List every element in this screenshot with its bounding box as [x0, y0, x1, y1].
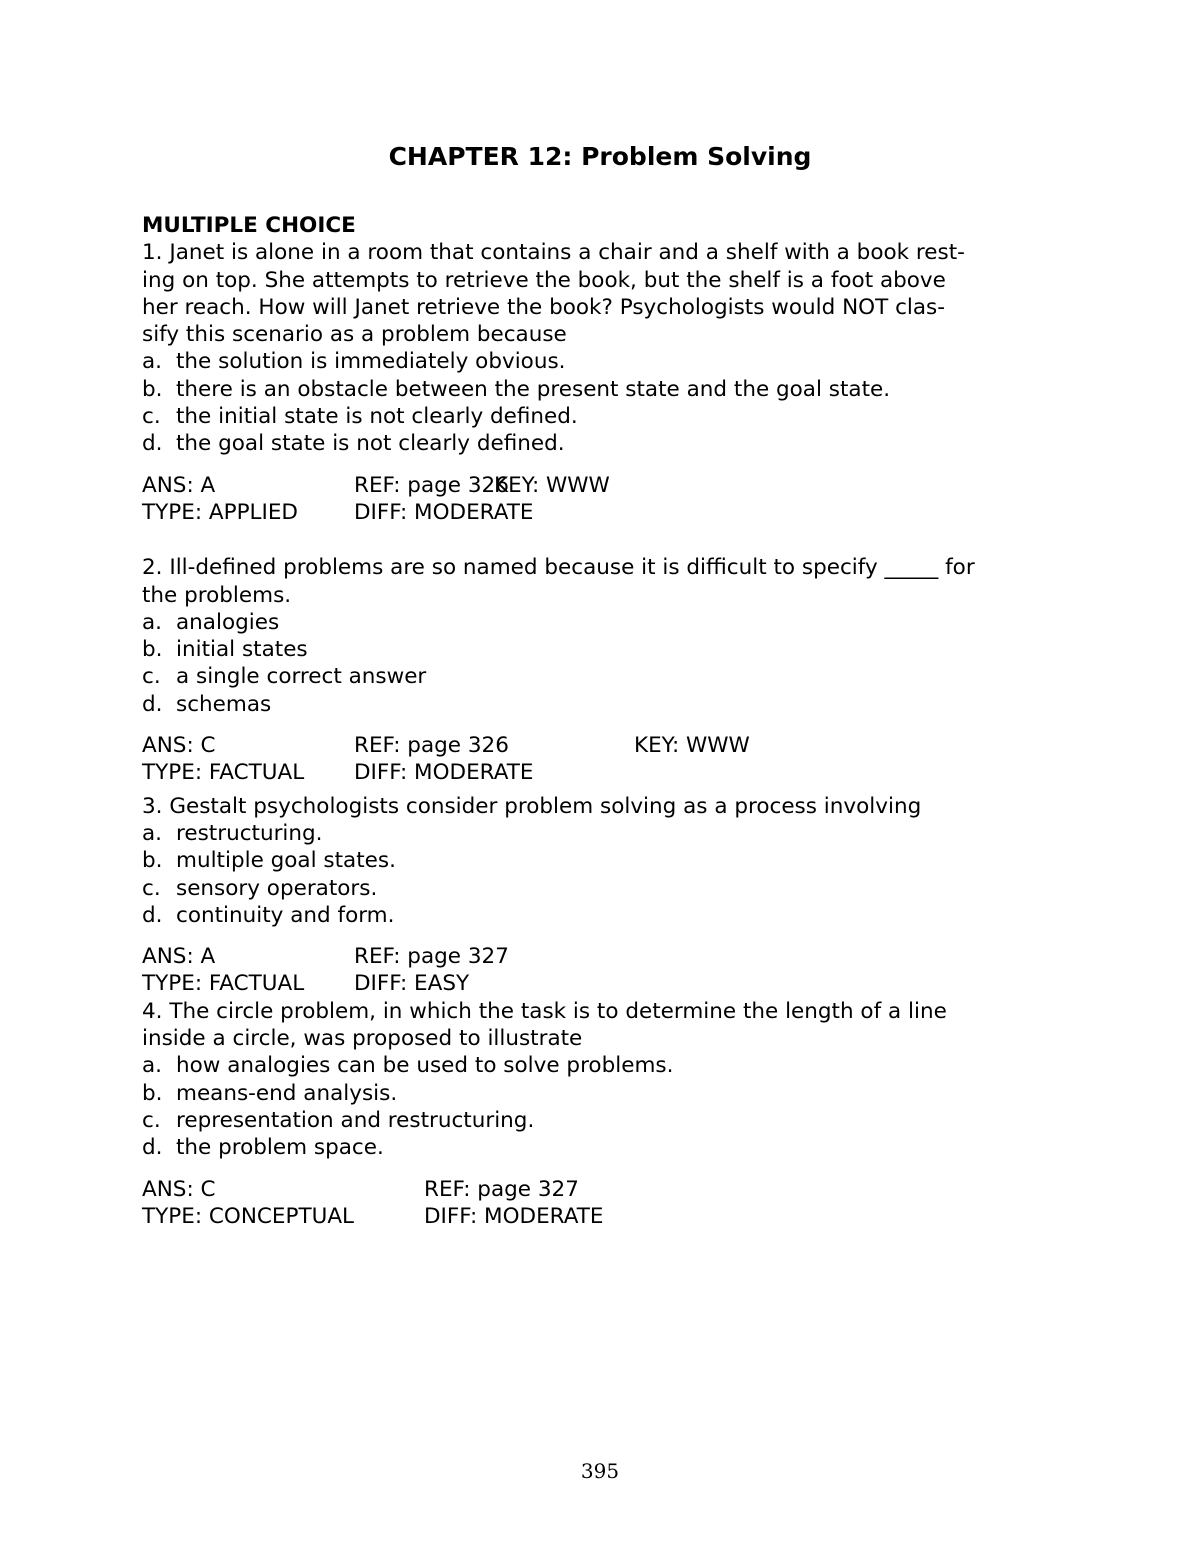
answer-meta-row — [142, 970, 1062, 997]
answer-meta-row — [142, 499, 1062, 526]
answer-option — [142, 1107, 1062, 1134]
option-text: the initial state is not clearly defined. — [176, 404, 578, 430]
option-text: means-end analysis. — [176, 1080, 398, 1106]
question-stem-line: ing on top. She attempts to retrieve the book, but the shelf is a foot above — [142, 267, 946, 293]
difficulty: DIFF: MODERATE — [424, 1203, 604, 1229]
question-stem-line: inside a circle, was proposed to illustrate — [142, 1026, 583, 1052]
answer-option — [142, 376, 1062, 403]
option-letter: d. — [142, 431, 163, 457]
page-reference: REF: page 327 — [424, 1176, 579, 1202]
answer-option — [142, 875, 1062, 902]
answer-option — [142, 1134, 1062, 1161]
option-text: representation and restructuring. — [176, 1107, 535, 1133]
answer-option — [142, 1080, 1062, 1107]
option-text: a single correct answer — [176, 664, 427, 690]
option-letter: b. — [142, 637, 163, 663]
option-letter: b. — [142, 376, 163, 402]
answer-option — [142, 348, 1062, 375]
difficulty: DIFF: EASY — [354, 971, 470, 997]
section-heading: MULTIPLE CHOICE — [142, 213, 356, 238]
answer-key: ANS: A — [142, 472, 216, 498]
option-letter: a. — [142, 609, 163, 635]
option-letter: d. — [142, 691, 163, 717]
option-text: there is an obstacle between the present state and the goal state. — [176, 376, 891, 402]
answer-meta-row — [142, 1176, 1062, 1203]
option-letter: d. — [142, 1135, 163, 1161]
answer-key: ANS: A — [142, 944, 216, 970]
answer-option — [142, 847, 1062, 874]
answer-option — [142, 902, 1062, 929]
answer-meta-row — [142, 943, 1062, 970]
question-type: TYPE: CONCEPTUAL — [142, 1203, 355, 1229]
option-text: multiple goal states. — [176, 848, 396, 874]
option-text: the goal state is not clearly defined. — [176, 431, 565, 457]
answer-option — [142, 636, 1062, 663]
option-text: the solution is immediately obvious. — [176, 349, 566, 375]
answer-key: ANS: C — [142, 733, 216, 759]
option-letter: c. — [142, 875, 161, 901]
answer-option — [142, 609, 1062, 636]
question-type: TYPE: FACTUAL — [142, 760, 305, 786]
option-text: analogies — [176, 609, 280, 635]
answer-meta-row — [142, 472, 1062, 499]
question-1 — [142, 239, 1062, 526]
difficulty: DIFF: MODERATE — [354, 499, 534, 525]
answer-meta-row — [142, 1203, 1062, 1230]
question-type: TYPE: APPLIED — [142, 499, 298, 525]
option-text: restructuring. — [176, 820, 323, 846]
option-letter: b. — [142, 848, 163, 874]
question-stem-line: 4. The circle problem, in which the task is to determine the length of a line — [142, 998, 947, 1024]
answer-option — [142, 403, 1062, 430]
chapter-title: CHAPTER 12: Problem Solving — [388, 142, 812, 171]
answer-option — [142, 430, 1062, 457]
option-text: continuity and form. — [176, 902, 395, 928]
option-letter: d. — [142, 902, 163, 928]
page-reference: REF: page 326 — [354, 472, 509, 498]
option-text: how analogies can be used to solve problems. — [176, 1053, 674, 1079]
question-stem-line: sify this scenario as a problem because — [142, 322, 567, 348]
question-list — [142, 212, 1062, 1230]
question-stem-line: her reach. How will Janet retrieve the book? Psychologists would NOT clas- — [142, 294, 945, 320]
page-reference: REF: page 326 — [354, 733, 509, 759]
option-letter: c. — [142, 664, 161, 690]
answer-meta-row — [142, 732, 1062, 759]
option-letter: c. — [142, 404, 161, 430]
page-number: 395 — [580, 1459, 620, 1483]
question-4 — [142, 998, 1062, 1230]
question-stem-line: the problems. — [142, 582, 292, 608]
question-3 — [142, 793, 1062, 998]
option-text: sensory operators. — [176, 875, 378, 901]
answer-meta-row — [142, 759, 1062, 786]
option-text: initial states — [176, 637, 308, 663]
key-tag: KEY: WWW — [634, 733, 750, 759]
option-letter: c. — [142, 1107, 161, 1133]
option-letter: b. — [142, 1080, 163, 1106]
answer-option — [142, 1052, 1062, 1079]
answer-option — [142, 663, 1062, 690]
page-reference: REF: page 327 — [354, 944, 509, 970]
answer-key: ANS: C — [142, 1176, 216, 1202]
key-tag: KEY: WWW — [494, 472, 610, 498]
answer-option — [142, 691, 1062, 718]
question-type: TYPE: FACTUAL — [142, 971, 305, 997]
question-stem-line: 3. Gestalt psychologists consider problem solving as a process involving — [142, 793, 922, 819]
option-letter: a. — [142, 1053, 163, 1079]
option-letter: a. — [142, 349, 163, 375]
option-letter: a. — [142, 820, 163, 846]
answer-option — [142, 820, 1062, 847]
difficulty: DIFF: MODERATE — [354, 760, 534, 786]
option-text: schemas — [176, 691, 272, 717]
option-text: the problem space. — [176, 1135, 384, 1161]
question-2 — [142, 554, 1062, 786]
question-stem-line: 1. Janet is alone in a room that contains a chair and a shelf with a book rest- — [142, 240, 965, 266]
question-stem-line: 2. Ill-defined problems are so named because it is difficult to specify _____ for — [142, 555, 975, 581]
